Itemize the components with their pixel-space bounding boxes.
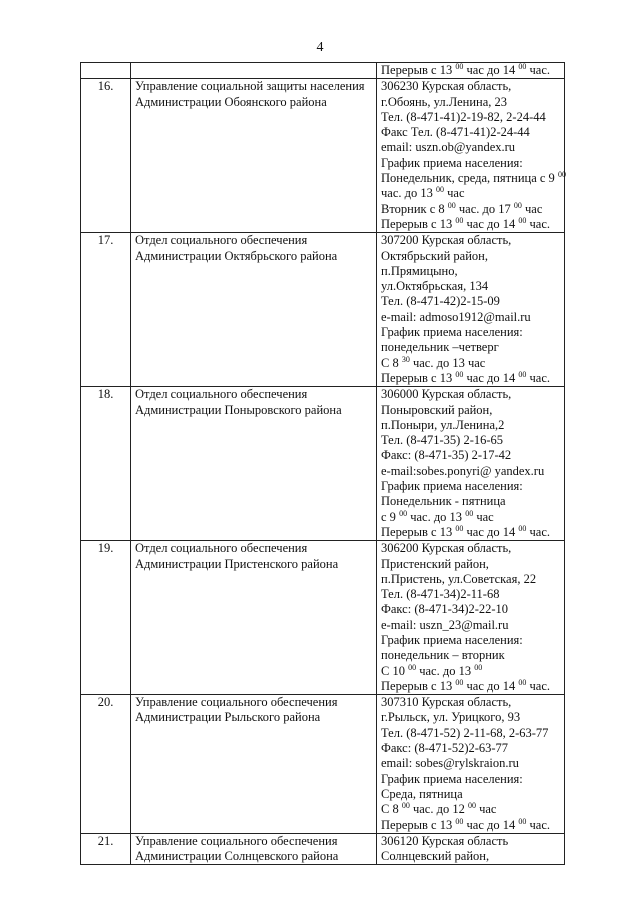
- organization-name: Управление социальной защиты населения Администрации Обоянского района: [131, 79, 377, 233]
- row-number: 16.: [81, 79, 131, 233]
- contact-line: Октябрьский район,: [381, 248, 488, 263]
- contact-line: 307200 Курская область,: [381, 233, 512, 248]
- contact-line: 306200 Курская область,: [381, 541, 512, 556]
- contact-line: Факс: (8-471-34)2-22-10: [381, 602, 509, 617]
- contact-info: [377, 233, 565, 387]
- contact-line: Вторник с 8 $^{00}$ час. до 17 $^{00}$ час: [381, 200, 543, 216]
- contact-line: e-mail: admoso1912@mail.ru: [381, 309, 531, 324]
- contact-line: Солнцевский район,: [381, 849, 490, 864]
- contact-line: С 8 $^{30}$ час. до 13 час: [381, 354, 486, 370]
- contact-line: С 10 $^{00}$ час. до 13 $^{00}$: [381, 662, 483, 678]
- contact-line: Понедельник - пятница: [381, 494, 506, 509]
- organization-name: Управление социального обеспечения Администрации Солнцевского района: [131, 833, 377, 865]
- organization-name: Отдел социального обеспечения Администрации Пристенского района: [131, 541, 377, 695]
- offices-table: [80, 62, 565, 865]
- contact-line: График приема населения:: [381, 155, 523, 170]
- contact-line: п.Пристень, ул.Советская, 22: [381, 571, 537, 586]
- contact-info: [377, 63, 565, 79]
- contact-info: [377, 695, 565, 834]
- table-row: [81, 233, 565, 387]
- table-row: [81, 541, 565, 695]
- table-row: [81, 695, 565, 834]
- contact-info: [377, 833, 565, 865]
- contact-line: Факс: (8-471-52)2-63-77: [381, 741, 509, 756]
- contact-line: г.Обоянь, ул.Ленина, 23: [381, 94, 508, 109]
- organization-name: Управление социального обеспечения Администрации Рыльского района: [131, 695, 377, 834]
- contact-line: час. до 13 $^{00}$ час: [381, 185, 465, 201]
- contact-line: Перерыв с 13 $^{00}$ час до 14 $^{00}$ час.: [381, 523, 550, 539]
- contact-line: Тел. (8-471-34)2-11-68: [381, 587, 500, 602]
- contact-line: Тел. (8-471-41)2-19-82, 2-24-44: [381, 109, 546, 124]
- contact-line: Пристенский район,: [381, 556, 489, 571]
- contact-line: email: sobes@rylskraion.ru: [381, 756, 519, 771]
- contact-line: г.Рыльск, ул. Урицкого, 93: [381, 710, 521, 725]
- contact-line: Перерыв с 13 $^{00}$ час до 14 $^{00}$ час.: [381, 677, 550, 693]
- row-number: 19.: [81, 541, 131, 695]
- organization-name: Отдел социального обеспечения Администрации Поныровского района: [131, 387, 377, 541]
- contact-line: Среда, пятница: [381, 786, 463, 801]
- contact-line: 307310 Курская область,: [381, 695, 512, 710]
- contact-line: Перерыв с 13 $^{00}$ час до 14 $^{00}$ час.: [381, 61, 550, 77]
- contact-line: ул.Октябрьская, 134: [381, 279, 489, 294]
- contact-line: График приема населения:: [381, 771, 523, 786]
- contact-line: Перерыв с 13 $^{00}$ час до 14 $^{00}$ час.: [381, 816, 550, 832]
- contact-line: Факс: (8-471-35) 2-17-42: [381, 448, 512, 463]
- contact-line: 306000 Курская область,: [381, 387, 512, 402]
- table-row: [81, 63, 565, 79]
- row-number: 21.: [81, 833, 131, 865]
- contact-line: Понедельник, среда, пятница с 9 $^{00}$: [381, 169, 566, 186]
- table-row: [81, 387, 565, 541]
- contact-info: [377, 387, 565, 541]
- contact-line: Тел. (8-471-52) 2-11-68, 2-63-77: [381, 725, 549, 740]
- contact-line: email: uszn.ob@yandex.ru: [381, 140, 516, 155]
- contact-line: e-mail: uszn_23@mail.ru: [381, 617, 509, 632]
- contact-line: с 9 $^{00}$ час. до 13 $^{00}$ час: [381, 508, 494, 524]
- contact-line: понедельник – вторник: [381, 648, 505, 663]
- row-number: 20.: [81, 695, 131, 834]
- contact-line: Перерыв с 13 $^{00}$ час до 14 $^{00}$ час.: [381, 369, 550, 385]
- contact-info: [377, 79, 565, 233]
- contact-line: Поныровский район,: [381, 402, 493, 417]
- contact-line: Факс Тел. (8-471-41)2-24-44: [381, 125, 530, 140]
- contact-line: Тел. (8-471-35) 2-16-65: [381, 433, 504, 448]
- contact-line: 306230 Курская область,: [381, 79, 512, 94]
- contact-line: С 8 $^{00}$ час. до 12 $^{00}$ час: [381, 801, 497, 817]
- contact-line: График приема населения:: [381, 325, 523, 340]
- contact-line: 306120 Курская область: [381, 833, 509, 848]
- contact-line: п.Прямицыно,: [381, 263, 458, 278]
- contact-line: п.Поныри, ул.Ленина,2: [381, 417, 505, 432]
- row-number: 17.: [81, 233, 131, 387]
- organization-name: [131, 63, 377, 79]
- row-number: 18.: [81, 387, 131, 541]
- contact-line: e-mail:sobes.ponyri@ yandex.ru: [381, 463, 545, 478]
- contact-line: Тел. (8-471-42)2-15-09: [381, 294, 500, 309]
- contact-line: Перерыв с 13 $^{00}$ час до 14 $^{00}$ час.: [381, 215, 550, 231]
- contact-line: График приема населения:: [381, 479, 523, 494]
- organization-name: Отдел социального обеспечения Администрации Октябрьского района: [131, 233, 377, 387]
- row-number: [81, 63, 131, 79]
- page-number: 4: [316, 40, 324, 55]
- table-row: [81, 79, 565, 233]
- contact-info: [377, 541, 565, 695]
- table-row: [81, 833, 565, 865]
- contact-line: понедельник –четверг: [381, 340, 499, 355]
- contact-line: График приема населения:: [381, 632, 523, 647]
- offices-table-body: [81, 63, 565, 865]
